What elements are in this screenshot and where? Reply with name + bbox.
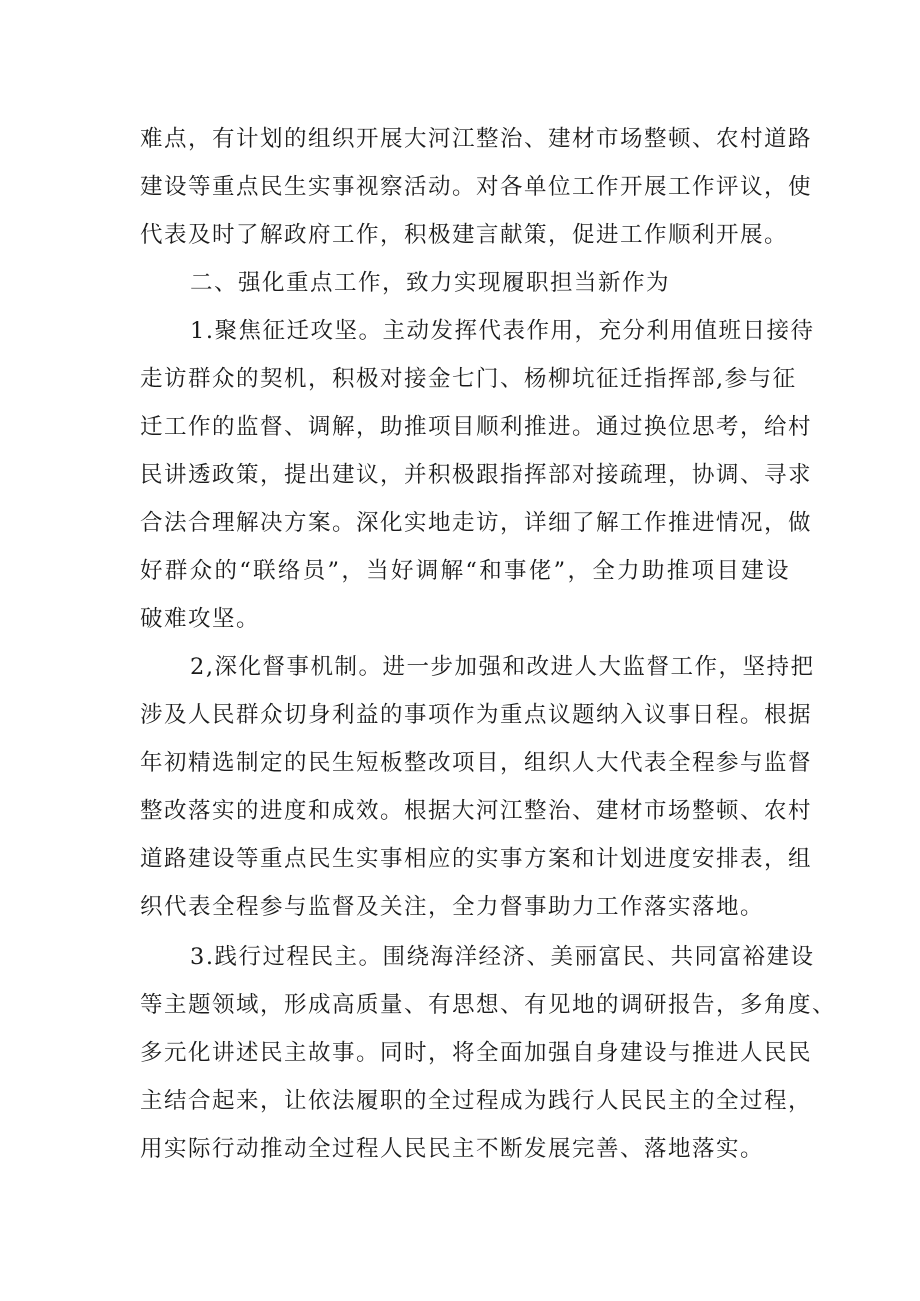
text-line: 主结合起来，让依法履职的全过程成为践行人民民主的全过程， <box>140 1088 813 1114</box>
text-line: 迁工作的监督、调解，助推项目顺利推进。通过换位思考，给村 <box>140 414 813 440</box>
text-line: 走访群众的契机，积极对接金七门、杨柳坑征迁指挥部,参与征 <box>140 366 797 392</box>
text-line: 难点，有计划的组织开展大河江整治、建材市场整顿、农村道路 <box>140 126 813 152</box>
text-line: 2,深化督事机制。进一步加强和改进人大监督工作，坚持把 <box>190 654 815 680</box>
text-line: 用实际行动推动全过程人民民主不断发展完善、落地落实。 <box>140 1136 765 1162</box>
text-line: 建设等重点民生实事视察活动。对各单位工作开展工作评议，使 <box>140 174 813 200</box>
text-line: 涉及人民群众切身利益的事项作为重点议题纳入议事日程。根据 <box>140 702 813 728</box>
text-line: 代表及时了解政府工作，积极建言献策，促进工作顺利开展。 <box>140 222 789 248</box>
text-line: 破难攻坚。 <box>140 606 261 632</box>
text-line: 等主题领域，形成高质量、有思想、有见地的调研报告，多角度、 <box>140 992 837 1018</box>
text-line: 民讲透政策，提出建议，并积极跟指挥部对接疏理，协调、寻求 <box>140 462 813 488</box>
section-heading: 二、强化重点工作，致力实现履职担当新作为 <box>190 270 671 296</box>
text-line: 好群众的“联络员”，当好调解“和事佬”，全力助推项目建设 <box>140 558 790 584</box>
text-line: 合法合理解决方案。深化实地走访，详细了解工作推进情况，做 <box>140 510 813 536</box>
text-line: 1.聚焦征迁攻坚。主动发挥代表作用，充分利用值班日接待 <box>190 318 815 344</box>
text-line: 多元化讲述民主故事。同时，将全面加强自身建设与推进人民民 <box>140 1040 813 1066</box>
text-line: 3.践行过程民主。围绕海洋经济、美丽富民、共同富裕建设 <box>190 944 815 970</box>
text-line: 织代表全程参与监督及关注，全力督事助力工作落实落地。 <box>140 894 765 920</box>
text-line: 整改落实的进度和成效。根据大河江整治、建材市场整顿、农村 <box>140 798 813 824</box>
text-line: 道路建设等重点民生实事相应的实事方案和计划进度安排表，组 <box>140 846 813 872</box>
text-line: 年初精选制定的民生短板整改项目，组织人大代表全程参与监督 <box>140 750 813 776</box>
